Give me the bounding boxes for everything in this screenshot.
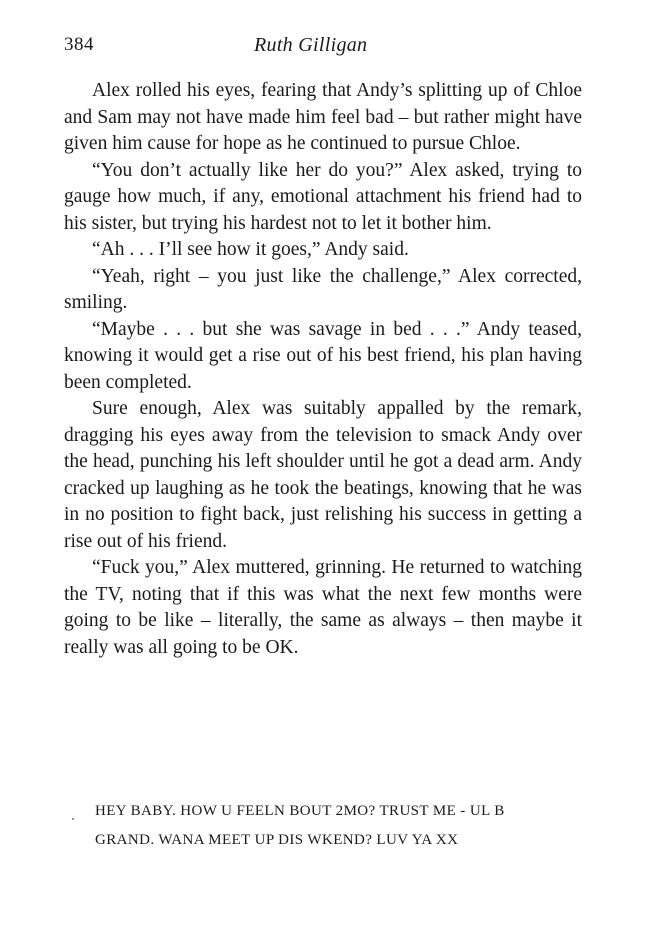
- body-text: [64, 78, 582, 661]
- paragraph: “Fuck you,” Alex muttered, grinning. He returned to watching the TV, noting that if this was what the next few months were going to be like – literally, the same as always – then maybe it really was all going to be OK.: [64, 557, 582, 658]
- margin-dot: [72, 818, 74, 820]
- paragraph: “Yeah, right – you just like the challenge,” Alex corrected, smiling.: [64, 265, 582, 313]
- page-number: 384: [64, 34, 94, 55]
- text-message-line: GRAND. WANA MEET UP DIS WKEND? LUV YA XX: [95, 832, 459, 848]
- paragraph: Alex rolled his eyes, fearing that Andy’s splitting up of Chloe and Sam may not have made him feel bad – but rather might have given him cause for hope as he continued to pursue Chloe.: [64, 80, 582, 154]
- text-message-line: HEY BABY. HOW U FEELN BOUT 2MO? TRUST ME - UL B: [95, 803, 505, 819]
- paragraph: “You don’t actually like her do you?” Alex asked, trying to gauge how much, if any, emotional attachment his friend had to his sister, but trying his hardest not to let it bother him.: [64, 159, 582, 234]
- running-head: [64, 34, 584, 58]
- author-name: Ruth Gilligan: [254, 34, 368, 56]
- text-message: [95, 797, 595, 855]
- paragraph: “Maybe . . . but she was savage in bed . . .” Andy teased, knowing it would get a rise out of his best friend, his plan having been completed.: [64, 318, 582, 393]
- paragraph: “Ah . . . I’ll see how it goes,” Andy said.: [92, 239, 409, 260]
- paragraph: Sure enough, Alex was suitably appalled by the remark, dragging his eyes away from the television to smack Andy over the head, punching his left shoulder until he got a dead arm. Andy cracked up laughing as he took the beatings, knowing that he was in no position to fight back, just relishing his success in getting a rise out of his friend.: [64, 398, 582, 552]
